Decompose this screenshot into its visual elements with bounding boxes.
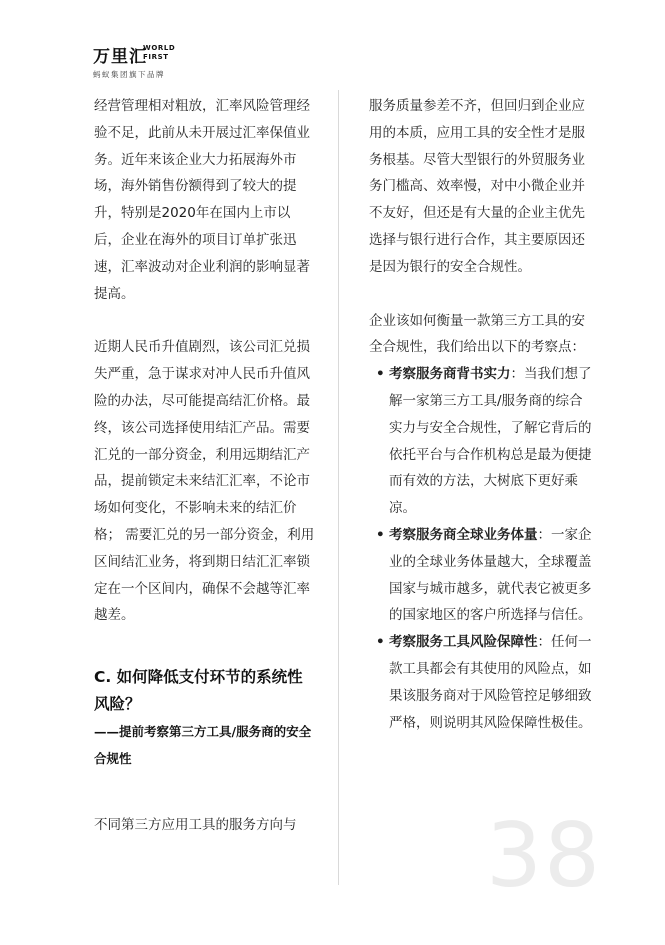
list-item-title: 考察服务工具风险保障性: [389, 634, 538, 651]
left-paragraph-1: 经营管理相对粗放，汇率风险管理经验不足，此前从未开展过汇率保值业务。近年来该企业大力拓展海外市场，海外销售份额得到了较大的提升，特别是2020年在国内上市以后，企业在海外的项目订单扩张迅速，汇率波动对企业利润的影响显著提高。: [94, 98, 310, 302]
section-subheading: ——提前考察第三方工具/服务商的安全合规性: [94, 724, 312, 767]
bullet-icon: •: [376, 526, 385, 543]
list-item-text: ：任何一款工具都会有其使用的风险点，如果该服务商对于风险管控足够细致严格，则说明其风险保障性极佳。: [389, 634, 592, 731]
left-paragraph-2: 近期人民币升值剧烈，该公司汇兑损失严重，急于谋求对冲人民币升值风险的办法，尽可能提高结汇价格。最终，该公司选择使用结汇产品。需要汇兑的一部分资金，利用远期结汇产品，提前锁定未来结汇汇率，不论市场如何变化，不影响未来的结汇价格； 需要汇兑的另一部分资金，利用区间结汇业务，将到期日结汇汇率锁定在一个区间内，确保不会越等汇率越差。: [94, 339, 315, 624]
bullet-icon: •: [376, 634, 385, 651]
logo-tagline: 蚂蚁集团旗下品牌: [93, 70, 165, 79]
list-item: [369, 361, 595, 522]
page-number: 38: [486, 804, 602, 907]
left-column: [94, 93, 316, 839]
logo-english-name: WORLD FIRST: [143, 44, 176, 61]
criteria-list: [369, 361, 595, 736]
list-item: [369, 629, 595, 736]
list-item-text: ：当我们想了解一家第三方工具/服务商的综合实力与安全合规性，了解它背后的依托平台与合作机构总是最为便捷而有效的方法，大树底下更好乘凉。: [389, 366, 592, 517]
list-item: [369, 522, 595, 629]
logo-chinese-name: 万里汇: [93, 47, 147, 67]
list-item-title: 考察服务商背书实力: [389, 366, 511, 383]
right-paragraph-2: 企业该如何衡量一款第三方工具的安全合规性，我们给出以下的考察点：: [369, 312, 585, 356]
list-item-title: 考察服务商全球业务体量: [389, 526, 538, 543]
left-paragraph-3: 不同第三方应用工具的服务方向与: [94, 817, 297, 834]
list-item-text: ：一家企业的全球业务体量越大，全球覆盖国家与城市越多，就代表它被更多的国家地区的客户所选择与信任。: [389, 526, 592, 624]
section-heading: C. 如何降低支付环节的系统性风险？: [94, 668, 303, 714]
bullet-icon: •: [376, 366, 385, 383]
right-column: [369, 93, 595, 736]
column-divider: [338, 90, 339, 885]
right-paragraph-1: 服务质量参差不齐，但回归到企业应用的本质，应用工具的安全性才是服务根基。尽管大型银行的外贸服务业务门槛高、效率慢，对中小微企业并不友好，但还是有大量的企业主优先选择与银行进行合作，其主要原因还是因为银行的安全合规性。: [369, 98, 585, 275]
